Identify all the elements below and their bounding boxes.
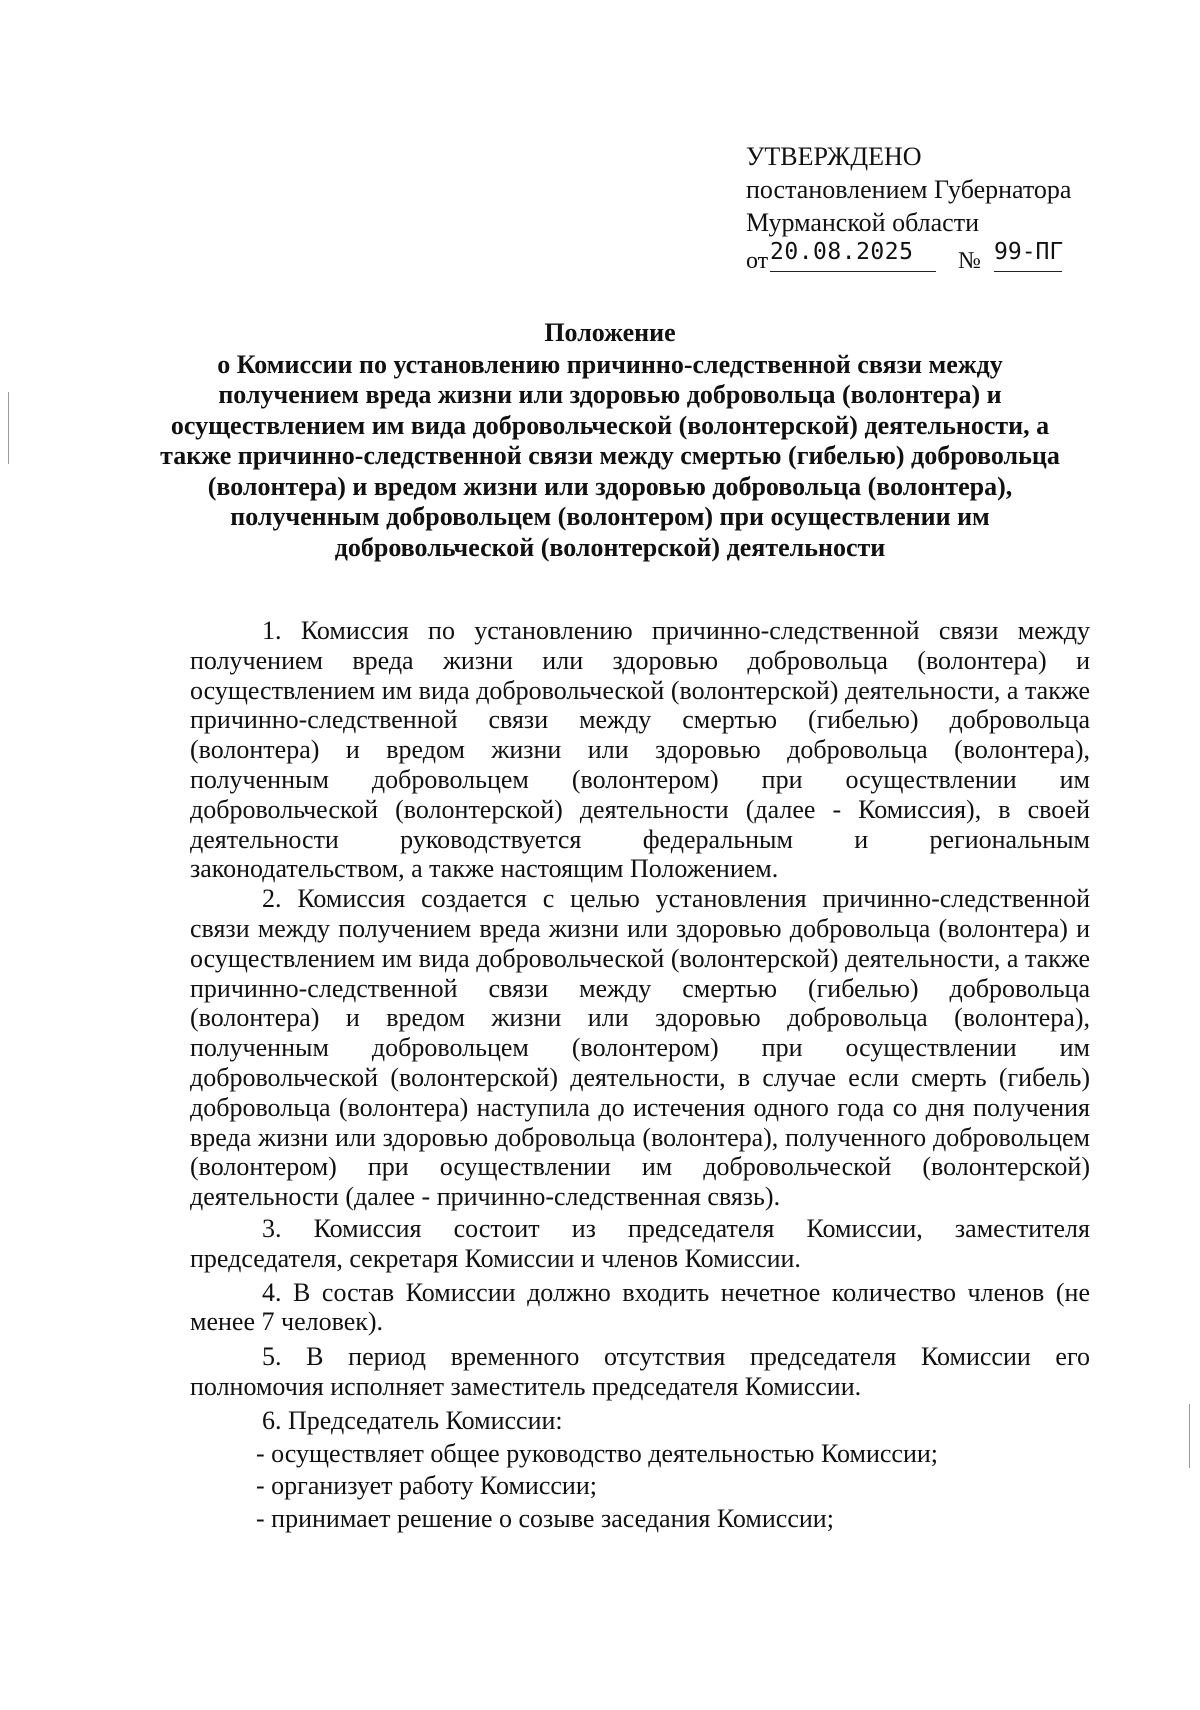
approval-number: 99-ПГ bbox=[994, 239, 1062, 272]
approval-date: 20.08.2025 bbox=[770, 239, 936, 272]
approval-status: УТВЕРЖДЕНО bbox=[746, 142, 922, 171]
scan-artifact-left bbox=[8, 392, 9, 464]
title-heading: Положение bbox=[544, 318, 676, 347]
list-item: - осуществляет общее руководство деятельностью Комиссии; bbox=[256, 1438, 939, 1468]
approval-date-line bbox=[746, 239, 1106, 275]
number-prefix: № bbox=[958, 248, 981, 274]
paragraph-1: 1. Комиссия по установлению причинно-следственной связи между получением вреда жизни или здоровью добровольца (волонтера) и осуществлением им вида добровольческой (волонтерской) деятельности, а также причинно-следственной связи между смертью (гибелью) добровольца (волонтера) и вредом жизни или здоровью добровольца (волонтера), полученным добровольцем (волонтером) при осуществлении им добровольческой (волонтерской) деятельности (далее - Комиссия), в своей деятельности руководствуется федеральным и региональным законодательством, а также настоящим Положением. bbox=[190, 616, 1090, 884]
paragraph-5: 5. В период временного отсутствия председателя Комиссии его полномочия исполняет заместитель председателя Комиссии. bbox=[190, 1342, 1090, 1401]
date-prefix: от bbox=[746, 248, 769, 274]
approval-authority: постановлением Губернатора bbox=[746, 175, 1072, 204]
paragraph-4: 4. В состав Комиссии должно входить нечетное количество членов (не менее 7 человек). bbox=[190, 1277, 1090, 1337]
document-title bbox=[150, 318, 1070, 563]
paragraph-6: 6. Председатель Комиссии: bbox=[262, 1405, 563, 1435]
list-item: - принимает решение о созыве заседания Комиссии; bbox=[256, 1504, 834, 1534]
paragraph-3: 3. Комиссия состоит из председателя Комиссии, заместителя председателя, секретаря Комиссии и членов Комиссии. bbox=[190, 1213, 1090, 1273]
scan-artifact-right bbox=[1189, 1404, 1190, 1468]
title-subtitle: о Комиссии по установлению причинно-следственной связи между получением вреда жизни или здоровью добровольца (волонтера) и осуществлением им вида добровольческой (волонтерской) деятельности, а также причинно-следственной связи между смертью (гибелью) добровольца (волонтера) и вредом жизни или здоровью добровольца (волонтера), полученным добровольцем (волонтером) при осуществлении им добровольческой (волонтерской) деятельности bbox=[160, 349, 1060, 562]
approval-block bbox=[746, 140, 1106, 275]
document-body bbox=[190, 616, 1090, 1534]
approval-region: Мурманской области bbox=[746, 208, 979, 237]
paragraph-2: 2. Комиссия создается с целью установления причинно-следственной связи между получением вреда жизни или здоровью добровольца (волонтера) и осуществлением им вида добровольческой (волонтерской) деятельности, а также причинно-следственной связи между смертью (гибелью) добровольца (волонтера) и вредом жизни или здоровью добровольца (волонтера), полученным добровольцем (волонтером) при осуществлении им добровольческой (волонтерской) деятельности, в случае если смерть (гибель) добровольца (волонтера) наступила до истечения одного года со дня получения вреда жизни или здоровью добровольца (волонтера), полученного добровольцем (волонтером) при осуществлении им добровольческой (волонтерской) деятельности (далее - причинно-следственная связь). bbox=[190, 884, 1090, 1212]
list-item: - организует работу Комиссии; bbox=[256, 1471, 597, 1501]
